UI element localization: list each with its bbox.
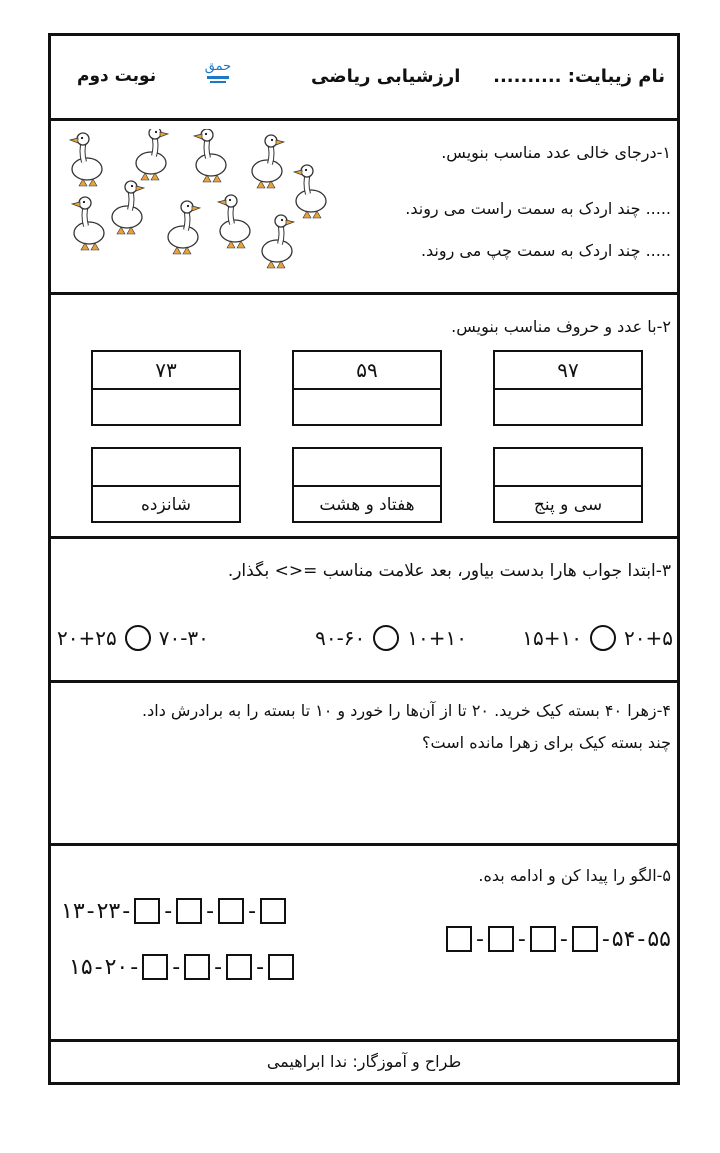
q1-right-ducks-line: ..... چند اردک به سمت راست می روند. (405, 199, 671, 218)
answer-square[interactable] (176, 898, 202, 924)
pattern-left-top: ۱۳ - ۲۳ - - - - (61, 898, 288, 924)
word-box-2 (292, 447, 442, 523)
pattern-number: ۵۵ (647, 926, 671, 952)
answer-square[interactable] (134, 898, 160, 924)
number-value: ۷۳ (155, 358, 177, 382)
q4-problem-line: ۴-زهرا ۴۰ بسته کیک خرید. ۲۰ تا از آن‌ها را خورد و ۱۰ تا بسته را به برادرش داد. (142, 701, 671, 720)
answer-square[interactable] (142, 954, 168, 980)
question-5-section (51, 846, 677, 1042)
answer-blank[interactable] (495, 449, 641, 485)
answer-square[interactable] (218, 898, 244, 924)
compare-circle[interactable] (373, 625, 399, 651)
answer-square[interactable] (530, 926, 556, 952)
number-box-3 (91, 350, 241, 426)
q2-title: ۲-با عدد و حروف مناسب بنویس. (451, 317, 671, 336)
number-box-1 (493, 350, 643, 426)
q3-title: ۳-ابتدا جواب هارا بدست بیاور، بعد علامت مناسب =<> بگذار. (227, 561, 671, 581)
duck-right-5 (262, 215, 294, 268)
answer-square[interactable] (446, 926, 472, 952)
ducks-illustration (65, 129, 335, 279)
right-expression: ۷۰-۳۰ (158, 626, 209, 650)
header-section (51, 36, 677, 121)
word-value: هفتاد و هشت (294, 485, 440, 521)
answer-blank[interactable] (93, 388, 239, 424)
number-box-2 (292, 350, 442, 426)
pattern-right: - - - - ۵۴ - ۵۵ (444, 926, 671, 952)
pattern-number: ۱۵ (69, 954, 93, 980)
compare-pair-1 (522, 625, 673, 651)
answer-square[interactable] (268, 954, 294, 980)
right-expression: ۱۰+۱۰ (407, 626, 467, 650)
pattern-left-bottom: ۱۵ - ۲۰ - - - - (69, 954, 296, 980)
school-logo-icon (203, 48, 233, 88)
answer-blank[interactable] (294, 388, 440, 424)
compare-circle[interactable] (125, 625, 151, 651)
q4-question-line: چند بسته کیک برای زهرا مانده است؟ (422, 733, 671, 752)
duck-left-3 (294, 165, 326, 218)
duck-right-2 (252, 135, 284, 188)
left-expression: ۹۰-۶۰ (315, 626, 366, 650)
answer-square[interactable] (226, 954, 252, 980)
answer-square[interactable] (260, 898, 286, 924)
q5-title: ۵-الگو را پیدا کن و ادامه بده. (478, 866, 671, 885)
word-box-1 (493, 447, 643, 523)
pattern-number: ۲۰ (104, 954, 129, 980)
answer-square[interactable] (488, 926, 514, 952)
right-expression: ۲۰+۵ (624, 626, 673, 650)
question-3-section (51, 539, 677, 683)
word-value: سی و پنج (495, 485, 641, 521)
duck-right-4 (168, 201, 200, 254)
student-name-label: نام زیبایت: .......... (493, 66, 665, 87)
pattern-number: ۱۳ (61, 898, 85, 924)
answer-blank[interactable] (93, 449, 239, 485)
footer-section (51, 1042, 677, 1082)
pattern-number: ۲۳ (96, 898, 121, 924)
question-1-section (51, 121, 677, 295)
designer-credit: طراح و آموزگار: ندا ابراهیمی (266, 1052, 462, 1071)
answer-blank[interactable] (294, 449, 440, 485)
duck-right-1 (136, 129, 168, 180)
answer-square[interactable] (184, 954, 210, 980)
pattern-number: ۵۴ (611, 926, 636, 952)
number-value: ۵۹ (356, 358, 378, 382)
duck-left-1 (70, 133, 102, 186)
duck-left-2 (194, 129, 226, 182)
answer-blank[interactable] (495, 388, 641, 424)
worksheet (48, 33, 680, 1085)
question-2-section (51, 295, 677, 539)
duck-right-3 (112, 181, 144, 234)
compare-circle[interactable] (590, 625, 616, 651)
left-expression: ۲۰+۲۵ (57, 626, 117, 650)
exam-turn: نوبت دوم (77, 66, 157, 86)
q1-left-ducks-line: ..... چند اردک به سمت چپ می روند. (420, 241, 671, 260)
compare-pair-3 (57, 625, 209, 651)
question-4-section (51, 683, 677, 846)
word-box-3 (91, 447, 241, 523)
compare-pair-2 (315, 625, 467, 651)
answer-square[interactable] (572, 926, 598, 952)
duck-left-5 (218, 195, 250, 248)
q1-title: ۱-درجای خالی عدد مناسب بنویس. (441, 143, 671, 162)
duck-left-4 (72, 197, 104, 250)
number-value: ۹۷ (557, 358, 579, 382)
logo-text: حمق (204, 59, 232, 74)
word-value: شانزده (93, 485, 239, 521)
page-title: ارزشیابی ریاضی (311, 66, 461, 87)
left-expression: ۱۵+۱۰ (522, 626, 583, 650)
